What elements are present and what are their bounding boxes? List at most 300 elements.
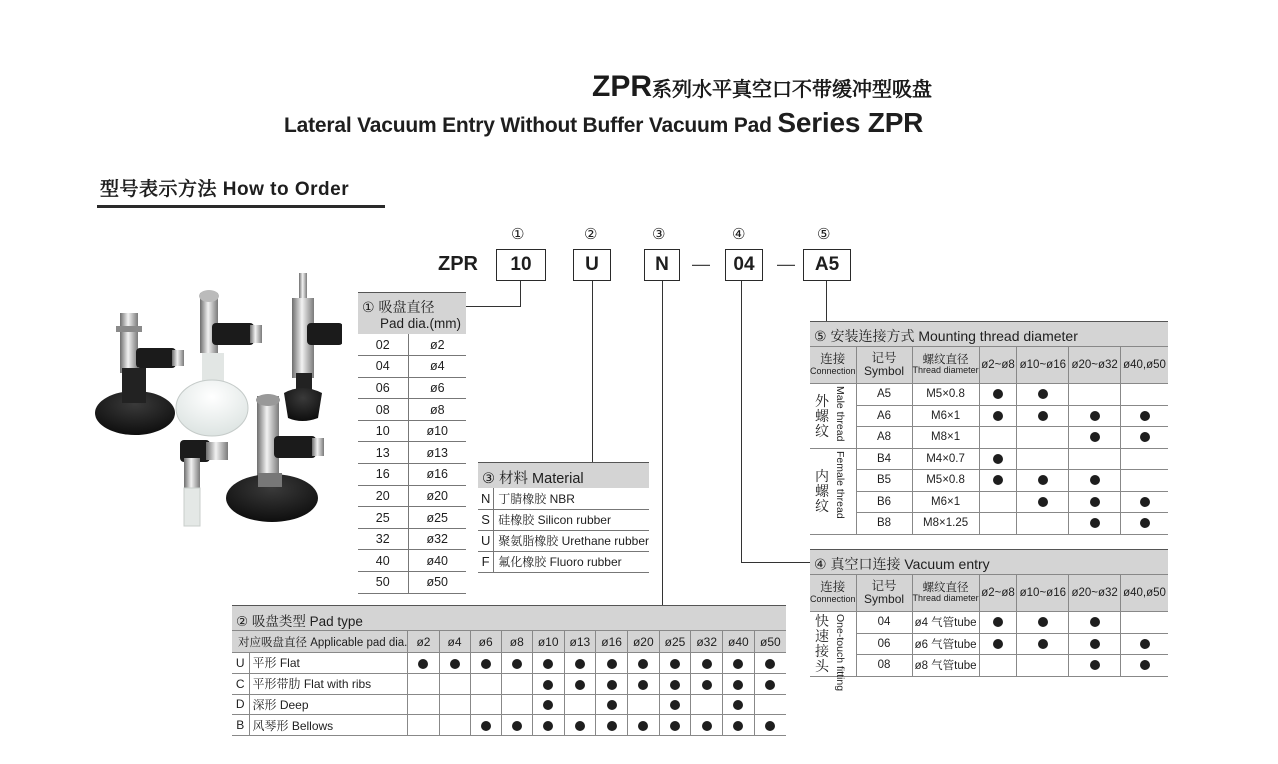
table-row [358, 377, 466, 399]
dot-mark [512, 721, 522, 731]
dot-mark [607, 659, 617, 669]
column-header: ø4 [439, 631, 470, 653]
availability-cell [439, 653, 470, 674]
pad-type-header: ② 吸盘类型 Pad type [232, 605, 786, 630]
pad-dia-value: ø4 [408, 356, 466, 378]
marker-4: ④ [732, 226, 746, 243]
dot-mark [418, 659, 428, 669]
dot-mark [543, 659, 553, 669]
availability-cell [439, 694, 470, 715]
thread-cn: 螺纹直径 [922, 353, 969, 366]
connection-cn: 连接 [820, 580, 846, 595]
column-header: ø2 [408, 631, 439, 653]
dot-mark [702, 659, 712, 669]
symbol-cell: A6 [856, 405, 912, 427]
dot-mark [765, 680, 775, 690]
dot-mark [765, 659, 775, 669]
group-name-en: One-touch fitting [834, 614, 846, 692]
pad-type-code: B [232, 715, 249, 736]
pad-dia-code: 20 [358, 485, 408, 507]
availability-cell [659, 673, 691, 694]
code-box-mounting: A5 [803, 249, 851, 281]
code-box-material: N [644, 249, 680, 281]
dot-mark [733, 659, 743, 669]
pad-dia-code: 02 [358, 334, 408, 356]
connection-group [810, 612, 856, 692]
availability-cell [1121, 470, 1168, 492]
pad-dia-code: 50 [358, 572, 408, 594]
thread-en: Thread diameter [912, 593, 979, 604]
column-header: ø8 [501, 631, 532, 653]
code-box-pad-dia: 10 [496, 249, 546, 281]
material-header: ③ 材料 Material [478, 462, 649, 488]
group-name-cn: 外螺纹 [815, 392, 829, 439]
marker-1: ① [511, 226, 525, 243]
symbol-cell: B8 [856, 513, 912, 535]
pad-dia-value: ø32 [408, 528, 466, 550]
column-header: ø13 [564, 631, 596, 653]
pad-bellows-small [180, 440, 228, 526]
availability-cell [439, 673, 470, 694]
availability-cell [659, 715, 691, 736]
availability-cell [979, 405, 1017, 427]
dot-mark [765, 721, 775, 731]
column-header: ø16 [596, 631, 628, 653]
table-header-row [810, 575, 1168, 612]
thread-header [912, 347, 979, 384]
connector-line [826, 281, 827, 322]
pad-dia-code: 10 [358, 420, 408, 442]
availability-cell [596, 673, 628, 694]
table-row [358, 442, 466, 464]
dot-mark [575, 659, 585, 669]
range-header: ø20~ø32 [1069, 575, 1121, 612]
dot-mark [512, 659, 522, 669]
availability-cell [627, 715, 659, 736]
vacuum-pad-product-image [92, 268, 342, 538]
table-row [478, 488, 649, 509]
availability-cell [501, 715, 532, 736]
material-code: S [478, 509, 494, 530]
availability-cell [979, 655, 1017, 677]
table-row [810, 513, 1168, 535]
dot-mark [993, 411, 1003, 421]
connection-header [810, 575, 856, 612]
table-row [810, 427, 1168, 449]
table-row [358, 507, 466, 529]
dot-mark [1090, 660, 1100, 670]
connection-en: Connection [810, 593, 856, 604]
mounting-header: ⑤ 安装连接方式 Mounting thread diameter [810, 321, 1168, 346]
thread-cell: M4×0.7 [912, 448, 979, 470]
availability-cell [1017, 405, 1069, 427]
range-header: ø2~ø8 [979, 347, 1017, 384]
code-dash-2: — [777, 254, 795, 274]
vacuum-entry-header: ④ 真空口连接 Vacuum entry [810, 549, 1168, 574]
symbol-cell: 06 [856, 633, 912, 655]
availability-cell [1121, 384, 1168, 406]
dot-mark [543, 700, 553, 710]
dot-mark [670, 680, 680, 690]
table-row [358, 485, 466, 507]
availability-cell [1121, 448, 1168, 470]
column-header: ø32 [691, 631, 723, 653]
table-row [810, 655, 1168, 677]
availability-cell [1017, 470, 1069, 492]
connection-header [810, 347, 856, 384]
table-row [232, 715, 786, 736]
material-name: 硅橡胶 Silicon rubber [494, 509, 649, 530]
availability-cell [564, 715, 596, 736]
availability-cell [691, 673, 723, 694]
pad-dia-value: ø25 [408, 507, 466, 529]
dot-mark [1090, 518, 1100, 528]
availability-cell [723, 694, 755, 715]
table-header-row [232, 631, 786, 653]
availability-cell [691, 694, 723, 715]
availability-cell [439, 715, 470, 736]
table-row [478, 551, 649, 572]
availability-cell [470, 715, 501, 736]
pad-dia-code: 25 [358, 507, 408, 529]
availability-cell [979, 513, 1017, 535]
availability-cell [564, 694, 596, 715]
availability-cell [470, 673, 501, 694]
availability-cell [979, 384, 1017, 406]
table-row [810, 491, 1168, 513]
pad-type-table [232, 630, 786, 736]
availability-cell [564, 673, 596, 694]
range-header: ø2~ø8 [979, 575, 1017, 612]
availability-cell [1069, 448, 1121, 470]
pad-dia-value: ø20 [408, 485, 466, 507]
availability-cell [408, 694, 439, 715]
table-row [358, 550, 466, 572]
availability-cell [532, 673, 564, 694]
dot-mark [607, 721, 617, 731]
availability-cell [1017, 427, 1069, 449]
table-row [810, 405, 1168, 427]
pad-dia-code: 40 [358, 550, 408, 572]
table-row [810, 384, 1168, 406]
dot-mark [638, 721, 648, 731]
thread-en: Thread diameter [912, 365, 979, 376]
availability-cell [1121, 513, 1168, 535]
order-code-prefix: ZPR [438, 253, 478, 275]
availability-cell [1017, 633, 1069, 655]
dot-mark [702, 721, 712, 731]
pad-clear-middle [176, 290, 262, 436]
dot-mark [607, 680, 617, 690]
tube-cell: ø4 气管tube [912, 612, 979, 634]
group-name-cn: 内螺纹 [815, 468, 829, 514]
dot-mark [1038, 617, 1048, 627]
availability-cell [1121, 405, 1168, 427]
dot-mark [702, 680, 712, 690]
connector-line [741, 562, 811, 563]
symbol-cell: A8 [856, 427, 912, 449]
symbol-cell: 04 [856, 612, 912, 634]
availability-cell [754, 715, 786, 736]
connection-cn: 连接 [820, 352, 846, 367]
pad-dia-value: ø13 [408, 442, 466, 464]
dot-mark [733, 700, 743, 710]
dot-mark [1038, 389, 1048, 399]
dot-mark [670, 721, 680, 731]
code-box-vacuum-entry: 04 [725, 249, 763, 281]
connector-line [466, 306, 521, 307]
table-row [478, 530, 649, 551]
availability-cell [659, 694, 691, 715]
symbol-en: Symbol [864, 364, 905, 379]
dot-mark [993, 639, 1003, 649]
section-heading: 型号表示方法 How to Order [100, 179, 350, 200]
connector-line [520, 281, 521, 307]
dot-mark [543, 721, 553, 731]
availability-cell [1121, 612, 1168, 634]
table-header-row [810, 347, 1168, 384]
table-row [358, 356, 466, 378]
dot-mark [543, 680, 553, 690]
availability-cell [564, 653, 596, 674]
availability-cell [470, 653, 501, 674]
table-row [810, 633, 1168, 655]
dot-mark [1140, 411, 1150, 421]
availability-cell [979, 427, 1017, 449]
dot-mark [638, 680, 648, 690]
availability-cell [1017, 491, 1069, 513]
availability-cell [470, 694, 501, 715]
pad-dia-table [358, 334, 466, 594]
thread-cell: M5×0.8 [912, 470, 979, 492]
symbol-cn: 记号 [871, 578, 897, 593]
column-header: ø20 [627, 631, 659, 653]
table-row [232, 694, 786, 715]
thread-cn: 螺纹直径 [922, 581, 969, 594]
table-row [358, 399, 466, 421]
pad-dia-value: ø8 [408, 399, 466, 421]
dot-mark [1140, 639, 1150, 649]
symbol-header [856, 575, 912, 612]
pad-deep-right [284, 273, 342, 421]
pad-dia-code: 13 [358, 442, 408, 464]
symbol-cell: B5 [856, 470, 912, 492]
availability-cell [1121, 427, 1168, 449]
table-row [358, 572, 466, 594]
range-header: ø40,ø50 [1121, 347, 1168, 384]
symbol-cell: A5 [856, 384, 912, 406]
marker-3: ③ [652, 226, 666, 243]
column-header: ø25 [659, 631, 691, 653]
availability-cell [1017, 384, 1069, 406]
dot-mark [1090, 411, 1100, 421]
applicable-dia-label: 对应吸盘直径 Applicable pad dia. [232, 631, 408, 653]
dot-mark [575, 680, 585, 690]
column-header: ø6 [470, 631, 501, 653]
availability-cell [1069, 612, 1121, 634]
availability-cell [691, 715, 723, 736]
group-name-en: Female thread [834, 450, 846, 519]
dot-mark [607, 700, 617, 710]
symbol-header [856, 347, 912, 384]
dot-mark [575, 721, 585, 731]
table-row [810, 470, 1168, 492]
availability-cell [659, 653, 691, 674]
availability-cell [501, 673, 532, 694]
connector-line [662, 281, 663, 606]
pad-dia-value: ø10 [408, 420, 466, 442]
pad-type-name: 深形 Deep [249, 694, 408, 715]
symbol-cell: B6 [856, 491, 912, 513]
availability-cell [723, 673, 755, 694]
availability-cell [596, 715, 628, 736]
dot-mark [1090, 639, 1100, 649]
availability-cell [1017, 513, 1069, 535]
availability-cell [754, 694, 786, 715]
availability-cell [1069, 405, 1121, 427]
material-code: U [478, 530, 494, 551]
dot-mark [993, 475, 1003, 485]
availability-cell [979, 491, 1017, 513]
availability-cell [1017, 655, 1069, 677]
material-code: N [478, 488, 494, 509]
dot-mark [670, 700, 680, 710]
pad-dia-code: 08 [358, 399, 408, 421]
connector-line [741, 281, 742, 563]
code-dash-1: — [692, 254, 710, 274]
availability-cell [723, 715, 755, 736]
table-row [358, 528, 466, 550]
dot-mark [1038, 475, 1048, 485]
availability-cell [408, 653, 439, 674]
availability-cell [1069, 491, 1121, 513]
dot-mark [1090, 432, 1100, 442]
dot-mark [1038, 639, 1048, 649]
range-header: ø40,ø50 [1121, 575, 1168, 612]
connection-group [810, 384, 856, 449]
availability-cell [723, 653, 755, 674]
pad-dia-value: ø2 [408, 334, 466, 356]
availability-cell [1069, 633, 1121, 655]
thread-cell: M6×1 [912, 405, 979, 427]
range-header: ø20~ø32 [1069, 347, 1121, 384]
availability-cell [532, 715, 564, 736]
availability-cell [1069, 655, 1121, 677]
pad-dia-code: 06 [358, 377, 408, 399]
pad-dia-value: ø6 [408, 377, 466, 399]
dot-mark [1090, 617, 1100, 627]
tube-cell: ø6 气管tube [912, 633, 979, 655]
dot-mark [450, 659, 460, 669]
dot-mark [1140, 518, 1150, 528]
availability-cell [979, 470, 1017, 492]
pad-type-code: C [232, 673, 249, 694]
availability-cell [1017, 612, 1069, 634]
mounting-table [810, 346, 1168, 535]
dot-mark [1140, 432, 1150, 442]
code-box-pad-type: U [573, 249, 611, 281]
title-chinese: ZPR系列水平真空口不带缓冲型吸盘 [592, 70, 932, 103]
dot-mark [1140, 497, 1150, 507]
availability-cell [691, 653, 723, 674]
marker-5: ⑤ [817, 226, 831, 243]
table-row [358, 420, 466, 442]
table-row [810, 448, 1168, 470]
availability-cell [1121, 491, 1168, 513]
availability-cell [501, 653, 532, 674]
dot-mark [733, 721, 743, 731]
material-name: 聚氨脂橡胶 Urethane rubber [494, 530, 649, 551]
dot-mark [1038, 497, 1048, 507]
table-row [810, 612, 1168, 634]
dot-mark [1090, 475, 1100, 485]
symbol-cn: 记号 [871, 350, 897, 365]
dot-mark [1038, 411, 1048, 421]
pad-type-code: U [232, 653, 249, 674]
pad-type-name: 平形带肋 Flat with ribs [249, 673, 408, 694]
table-row [232, 673, 786, 694]
availability-cell [408, 673, 439, 694]
pad-dia-code: 04 [358, 356, 408, 378]
availability-cell [1069, 470, 1121, 492]
dot-mark [993, 389, 1003, 399]
thread-cell: M6×1 [912, 491, 979, 513]
availability-cell [1069, 427, 1121, 449]
group-name-cn: 快速接头 [815, 613, 829, 675]
section-divider [97, 205, 385, 208]
column-header: ø40 [723, 631, 755, 653]
availability-cell [627, 673, 659, 694]
vacuum-entry-table [810, 574, 1168, 692]
availability-cell [408, 715, 439, 736]
dot-mark [1140, 660, 1150, 670]
range-header: ø10~ø16 [1017, 347, 1069, 384]
availability-cell [532, 653, 564, 674]
dot-mark [481, 659, 491, 669]
availability-cell [1069, 513, 1121, 535]
availability-cell [1121, 633, 1168, 655]
dot-mark [638, 659, 648, 669]
connector-line [592, 281, 593, 463]
availability-cell [1069, 384, 1121, 406]
pad-type-name: 风琴形 Bellows [249, 715, 408, 736]
dot-mark [733, 680, 743, 690]
symbol-en: Symbol [864, 592, 905, 607]
pad-dia-value: ø50 [408, 572, 466, 594]
range-header: ø10~ø16 [1017, 575, 1069, 612]
pad-dia-value: ø40 [408, 550, 466, 572]
column-header: ø10 [532, 631, 564, 653]
material-name: 丁腈橡胶 NBR [494, 488, 649, 509]
marker-2: ② [584, 226, 598, 243]
connection-en: Connection [810, 365, 856, 376]
pad-type-name: 平形 Flat [249, 653, 408, 674]
symbol-cell: 08 [856, 655, 912, 677]
availability-cell [627, 694, 659, 715]
availability-cell [979, 448, 1017, 470]
dot-mark [993, 617, 1003, 627]
availability-cell [596, 653, 628, 674]
availability-cell [627, 653, 659, 674]
pad-dia-header: ① 吸盘直径 Pad dia.(mm) [358, 292, 466, 334]
connection-group [810, 448, 856, 534]
symbol-cell: B4 [856, 448, 912, 470]
thread-header [912, 575, 979, 612]
title-english: Lateral Vacuum Entry Without Buffer Vacuum Pad Series ZPR [284, 107, 924, 138]
thread-cell: M5×0.8 [912, 384, 979, 406]
availability-cell [501, 694, 532, 715]
availability-cell [979, 612, 1017, 634]
